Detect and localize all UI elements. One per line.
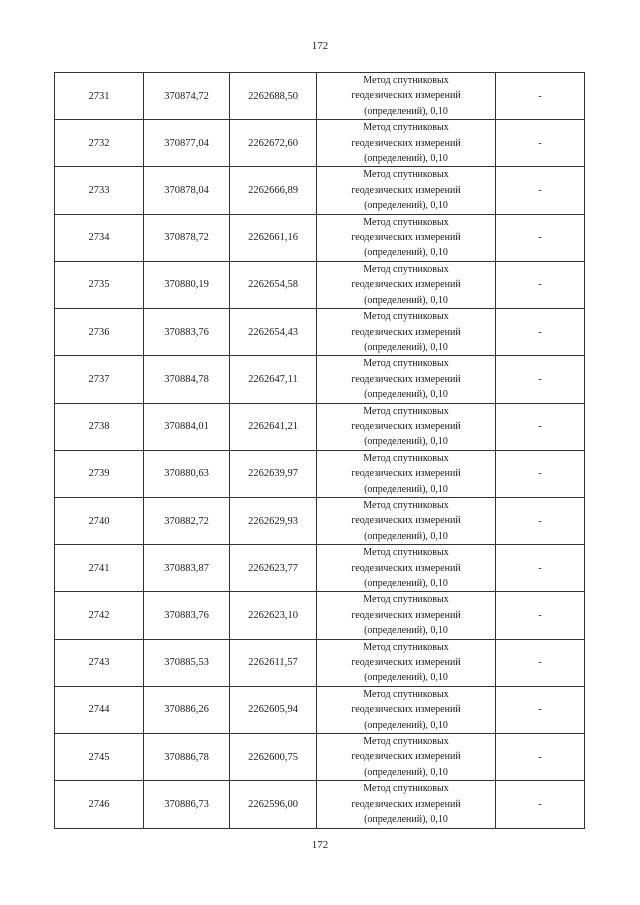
- point-number-cell: 2736: [55, 309, 144, 356]
- method-line: (определений), 0,10: [364, 530, 448, 542]
- method-cell: [317, 686, 496, 733]
- note-cell: -: [496, 73, 585, 120]
- note-cell: -: [496, 309, 585, 356]
- method-line: Метод спутниковых: [363, 783, 449, 795]
- method-line: геодезических измерений: [351, 373, 461, 385]
- x-coordinate-cell: 370886,73: [144, 781, 230, 828]
- method-line: (определений), 0,10: [364, 247, 448, 259]
- y-coordinate-cell: 2262611,57: [230, 639, 317, 686]
- method-line: Метод спутниковых: [363, 736, 449, 748]
- note-cell: -: [496, 781, 585, 828]
- point-number-cell: 2731: [55, 73, 144, 120]
- method-line: Метод спутниковых: [363, 263, 449, 275]
- method-line: (определений), 0,10: [364, 389, 448, 401]
- note-cell: -: [496, 545, 585, 592]
- point-number-cell: 2744: [55, 686, 144, 733]
- method-line: Метод спутниковых: [363, 405, 449, 417]
- method-line: (определений), 0,10: [364, 719, 448, 731]
- x-coordinate-cell: 370883,76: [144, 309, 230, 356]
- x-coordinate-cell: 370880,63: [144, 450, 230, 497]
- point-number-cell: 2740: [55, 497, 144, 544]
- y-coordinate-cell: 2262654,43: [230, 309, 317, 356]
- method-line: Метод спутниковых: [363, 122, 449, 134]
- method-line: Метод спутниковых: [363, 688, 449, 700]
- method-cell: [317, 403, 496, 450]
- x-coordinate-cell: 370886,78: [144, 734, 230, 781]
- note-cell: -: [496, 592, 585, 639]
- point-number-cell: 2738: [55, 403, 144, 450]
- method-line: геодезических измерений: [351, 232, 461, 244]
- point-number-cell: 2737: [55, 356, 144, 403]
- x-coordinate-cell: 370878,72: [144, 214, 230, 261]
- method-line: (определений), 0,10: [364, 766, 448, 778]
- point-number-cell: 2739: [55, 450, 144, 497]
- method-cell: [317, 73, 496, 120]
- table-row: [55, 167, 585, 214]
- point-number-cell: 2733: [55, 167, 144, 214]
- method-line: геодезических измерений: [351, 279, 461, 291]
- method-cell: [317, 167, 496, 214]
- note-cell: -: [496, 214, 585, 261]
- y-coordinate-cell: 2262639,97: [230, 450, 317, 497]
- y-coordinate-cell: 2262596,00: [230, 781, 317, 828]
- table-row: [55, 592, 585, 639]
- note-cell: -: [496, 120, 585, 167]
- x-coordinate-cell: 370886,26: [144, 686, 230, 733]
- method-cell: [317, 261, 496, 308]
- x-coordinate-cell: 370884,78: [144, 356, 230, 403]
- x-coordinate-cell: 370884,01: [144, 403, 230, 450]
- method-line: геодезических измерений: [351, 326, 461, 338]
- x-coordinate-cell: 370883,76: [144, 592, 230, 639]
- method-line: (определений), 0,10: [364, 672, 448, 684]
- method-line: геодезических измерений: [351, 798, 461, 810]
- method-line: геодезических измерений: [351, 704, 461, 716]
- method-line: Метод спутниковых: [363, 311, 449, 323]
- point-number-cell: 2746: [55, 781, 144, 828]
- table-row: [55, 686, 585, 733]
- method-line: геодезических измерений: [351, 751, 461, 763]
- method-line: Метод спутниковых: [363, 547, 449, 559]
- note-cell: -: [496, 167, 585, 214]
- table-row: [55, 545, 585, 592]
- table-row: [55, 309, 585, 356]
- x-coordinate-cell: 370885,53: [144, 639, 230, 686]
- method-line: Метод спутниковых: [363, 216, 449, 228]
- point-number-cell: 2742: [55, 592, 144, 639]
- method-line: (определений), 0,10: [364, 153, 448, 165]
- x-coordinate-cell: 370883,87: [144, 545, 230, 592]
- table-row: [55, 781, 585, 828]
- method-cell: [317, 592, 496, 639]
- method-line: геодезических измерений: [351, 468, 461, 480]
- coordinates-table: [54, 72, 585, 829]
- point-number-cell: 2734: [55, 214, 144, 261]
- method-cell: [317, 309, 496, 356]
- table-row: [55, 497, 585, 544]
- x-coordinate-cell: 370880,19: [144, 261, 230, 308]
- page-number-top: 172: [311, 40, 329, 52]
- method-line: геодезических измерений: [351, 657, 461, 669]
- y-coordinate-cell: 2262666,89: [230, 167, 317, 214]
- y-coordinate-cell: 2262623,77: [230, 545, 317, 592]
- method-cell: [317, 734, 496, 781]
- method-line: Метод спутниковых: [363, 499, 449, 511]
- method-line: (определений), 0,10: [364, 294, 448, 306]
- note-cell: -: [496, 450, 585, 497]
- y-coordinate-cell: 2262629,93: [230, 497, 317, 544]
- coordinates-table-body: [55, 73, 585, 829]
- method-line: Метод спутниковых: [363, 169, 449, 181]
- point-number-cell: 2735: [55, 261, 144, 308]
- x-coordinate-cell: 370882,72: [144, 497, 230, 544]
- point-number-cell: 2741: [55, 545, 144, 592]
- method-line: геодезических измерений: [351, 515, 461, 527]
- method-line: Метод спутниковых: [363, 641, 449, 653]
- table-row: [55, 356, 585, 403]
- method-line: Метод спутниковых: [363, 452, 449, 464]
- method-cell: [317, 356, 496, 403]
- y-coordinate-cell: 2262688,50: [230, 73, 317, 120]
- table-row: [55, 734, 585, 781]
- table-row: [55, 450, 585, 497]
- table-row: [55, 403, 585, 450]
- x-coordinate-cell: 370874,72: [144, 73, 230, 120]
- method-line: (определений), 0,10: [364, 200, 448, 212]
- x-coordinate-cell: 370878,04: [144, 167, 230, 214]
- method-line: геодезических измерений: [351, 184, 461, 196]
- method-line: Метод спутниковых: [363, 75, 449, 86]
- y-coordinate-cell: 2262654,58: [230, 261, 317, 308]
- method-cell: [317, 545, 496, 592]
- table-row: [55, 639, 585, 686]
- method-line: геодезических измерений: [351, 562, 461, 574]
- table-row: [55, 73, 585, 120]
- y-coordinate-cell: 2262661,16: [230, 214, 317, 261]
- method-cell: [317, 639, 496, 686]
- method-line: Метод спутниковых: [363, 358, 449, 370]
- note-cell: -: [496, 403, 585, 450]
- method-line: геодезических измерений: [351, 137, 461, 149]
- method-line: (определений), 0,10: [364, 341, 448, 353]
- table-row: [55, 120, 585, 167]
- table-row: [55, 261, 585, 308]
- note-cell: -: [496, 497, 585, 544]
- point-number-cell: 2743: [55, 639, 144, 686]
- method-line: геодезических измерений: [351, 609, 461, 621]
- method-cell: [317, 214, 496, 261]
- note-cell: -: [496, 261, 585, 308]
- y-coordinate-cell: 2262641,21: [230, 403, 317, 450]
- note-cell: -: [496, 356, 585, 403]
- method-cell: [317, 120, 496, 167]
- method-line: (определений), 0,10: [364, 436, 448, 448]
- y-coordinate-cell: 2262672,60: [230, 120, 317, 167]
- method-line: (определений), 0,10: [364, 625, 448, 637]
- point-number-cell: 2732: [55, 120, 144, 167]
- method-cell: [317, 781, 496, 828]
- y-coordinate-cell: 2262600,75: [230, 734, 317, 781]
- x-coordinate-cell: 370877,04: [144, 120, 230, 167]
- method-cell: [317, 497, 496, 544]
- table-row: [55, 214, 585, 261]
- method-line: геодезических измерений: [351, 90, 461, 102]
- method-line: (определений), 0,10: [364, 483, 448, 495]
- point-number-cell: 2745: [55, 734, 144, 781]
- note-cell: -: [496, 686, 585, 733]
- method-line: (определений), 0,10: [364, 814, 448, 826]
- method-line: Метод спутниковых: [363, 594, 449, 606]
- y-coordinate-cell: 2262623,10: [230, 592, 317, 639]
- method-line: (определений), 0,10: [364, 578, 448, 589]
- y-coordinate-cell: 2262605,94: [230, 686, 317, 733]
- note-cell: -: [496, 639, 585, 686]
- method-cell: [317, 450, 496, 497]
- page-number-bottom: 172: [311, 839, 329, 851]
- note-cell: -: [496, 734, 585, 781]
- method-line: (определений), 0,10: [364, 105, 448, 117]
- method-line: геодезических измерений: [351, 420, 461, 432]
- y-coordinate-cell: 2262647,11: [230, 356, 317, 403]
